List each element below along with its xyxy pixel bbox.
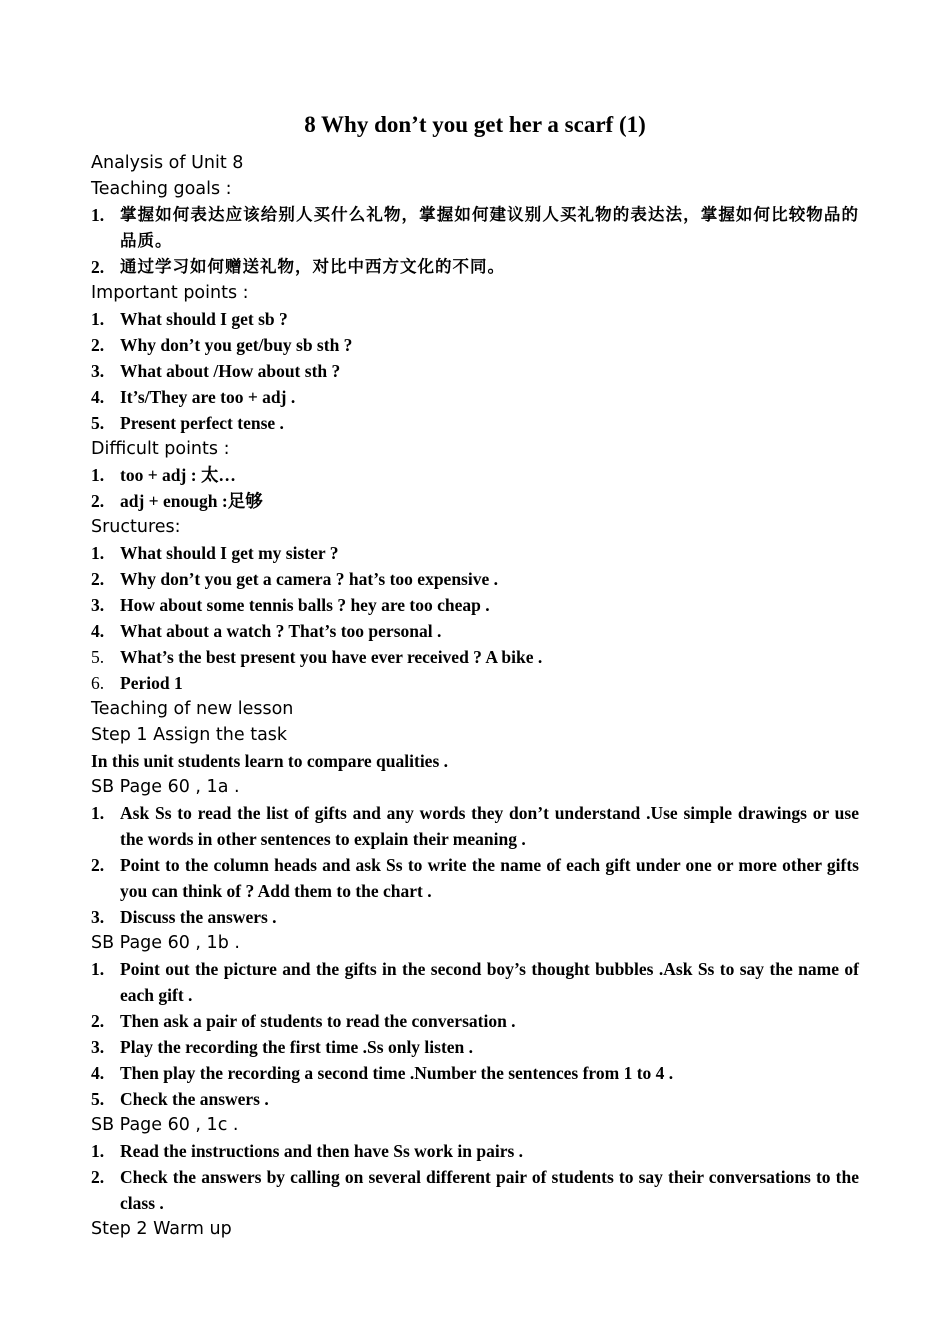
list-text: Play the recording the first time .Ss only listen . — [120, 1037, 474, 1057]
structures-heading: Sructures: — [91, 517, 181, 537]
list-text: Point to the column heads and ask Ss to write the name of each gift under one or more other gifts you can think of ? Add them to the chart . — [120, 855, 859, 901]
list-item — [91, 1138, 859, 1164]
list-number: 2. — [91, 257, 105, 277]
list-number: 2. — [91, 569, 105, 589]
list-text: Check the answers by calling on several different pair of students to say their conversations to the class . — [120, 1167, 859, 1213]
list-text: What should I get my sister ? — [120, 543, 339, 563]
list-item — [91, 488, 859, 514]
sb-1b-heading: SB Page 60 , 1b . — [91, 933, 240, 953]
list-text: Discuss the answers . — [120, 907, 277, 927]
list-text: too + adj : 太… — [120, 465, 236, 485]
list-item — [91, 1034, 859, 1060]
list-text: What about /How about sth ? — [120, 361, 341, 381]
list-text: Period 1 — [120, 673, 183, 693]
list-item — [91, 1060, 859, 1086]
sb-1a-heading: SB Page 60 , 1a . — [91, 777, 240, 797]
list-item — [91, 592, 859, 618]
list-item — [91, 540, 859, 566]
list-number: 1. — [91, 543, 105, 563]
list-number: 5. — [91, 413, 105, 433]
list-number: 5. — [91, 647, 105, 667]
list-number: 1. — [91, 309, 105, 329]
list-text: adj + enough :足够 — [120, 491, 263, 511]
list-text: Why don’t you get/buy sb sth ? — [120, 335, 353, 355]
list-item — [91, 956, 859, 1008]
page-title: 8 Why don’t you get her a scarf (1) — [304, 112, 646, 137]
list-item — [91, 1164, 859, 1216]
list-number: 1. — [91, 465, 105, 485]
list-item — [91, 462, 859, 488]
list-item — [91, 254, 859, 280]
list-number: 1. — [91, 959, 105, 979]
list-number: 4. — [91, 1063, 105, 1083]
list-number: 2. — [91, 491, 105, 511]
analysis-heading: Analysis of Unit 8 — [91, 153, 244, 173]
list-item — [91, 618, 859, 644]
list-text: Point out the picture and the gifts in the second boy’s thought bubbles .Ask Ss to say the name of each gift . — [120, 959, 859, 1005]
list-number: 2. — [91, 1011, 105, 1031]
list-item — [91, 410, 859, 436]
list-item — [91, 384, 859, 410]
list-text: Read the instructions and then have Ss work in pairs . — [120, 1141, 524, 1161]
list-number: 1. — [91, 205, 105, 225]
list-text: Present perfect tense . — [120, 413, 284, 433]
list-number: 6. — [91, 673, 105, 693]
step1-heading: Step 1 Assign the task — [91, 725, 288, 745]
list-item — [91, 306, 859, 332]
document-body — [91, 150, 859, 1242]
list-text: Then ask a pair of students to read the conversation . — [120, 1011, 516, 1031]
list-number: 3. — [91, 1037, 105, 1057]
difficult-points-heading: Difficult points : — [91, 439, 230, 459]
list-item — [91, 1008, 859, 1034]
teaching-new-lesson-heading: Teaching of new lesson — [91, 699, 294, 719]
list-number: 4. — [91, 387, 105, 407]
list-text: Ask Ss to read the list of gifts and any words they don’t understand .Use simple drawings or use the words in other sentences to explain their meaning . — [120, 803, 859, 849]
step1-intro: In this unit students learn to compare qualities . — [91, 751, 449, 771]
step2-heading: Step 2 Warm up — [91, 1219, 232, 1239]
list-text: Check the answers . — [120, 1089, 269, 1109]
list-number: 1. — [91, 803, 105, 823]
list-number: 5. — [91, 1089, 105, 1109]
list-text: 掌握如何表达应该给别人买什么礼物，掌握如何建议别人买礼物的表达法，掌握如何比较物品的品质。 — [120, 205, 859, 250]
list-text: How about some tennis balls ? hey are too cheap . — [120, 595, 490, 615]
list-text: 通过学习如何赠送礼物，对比中西方文化的不同。 — [120, 257, 505, 276]
list-item — [91, 332, 859, 358]
list-item — [91, 800, 859, 852]
list-item — [91, 644, 859, 670]
list-number: 2. — [91, 1167, 105, 1187]
list-number: 4. — [91, 621, 105, 641]
list-number: 2. — [91, 855, 105, 875]
list-item — [91, 202, 859, 254]
important-points-heading: Important points : — [91, 283, 249, 303]
teaching-goals-heading: Teaching goals : — [91, 179, 232, 199]
list-item — [91, 566, 859, 592]
list-text: What should I get sb ? — [120, 309, 288, 329]
list-text: What about a watch ? That’s too personal . — [120, 621, 442, 641]
list-text: Why don’t you get a camera ? hat’s too expensive . — [120, 569, 499, 589]
list-item — [91, 670, 859, 696]
list-item — [91, 852, 859, 904]
list-number: 2. — [91, 335, 105, 355]
list-item — [91, 904, 859, 930]
list-text: It’s/They are too + adj . — [120, 387, 296, 407]
list-text: Then play the recording a second time .Number the sentences from 1 to 4 . — [120, 1063, 674, 1083]
list-number: 1. — [91, 1141, 105, 1161]
list-item — [91, 1086, 859, 1112]
list-number: 3. — [91, 907, 105, 927]
list-item — [91, 358, 859, 384]
list-number: 3. — [91, 595, 105, 615]
sb-1c-heading: SB Page 60 , 1c . — [91, 1115, 239, 1135]
list-number: 3. — [91, 361, 105, 381]
list-text: What’s the best present you have ever received ? A bike . — [120, 647, 543, 667]
